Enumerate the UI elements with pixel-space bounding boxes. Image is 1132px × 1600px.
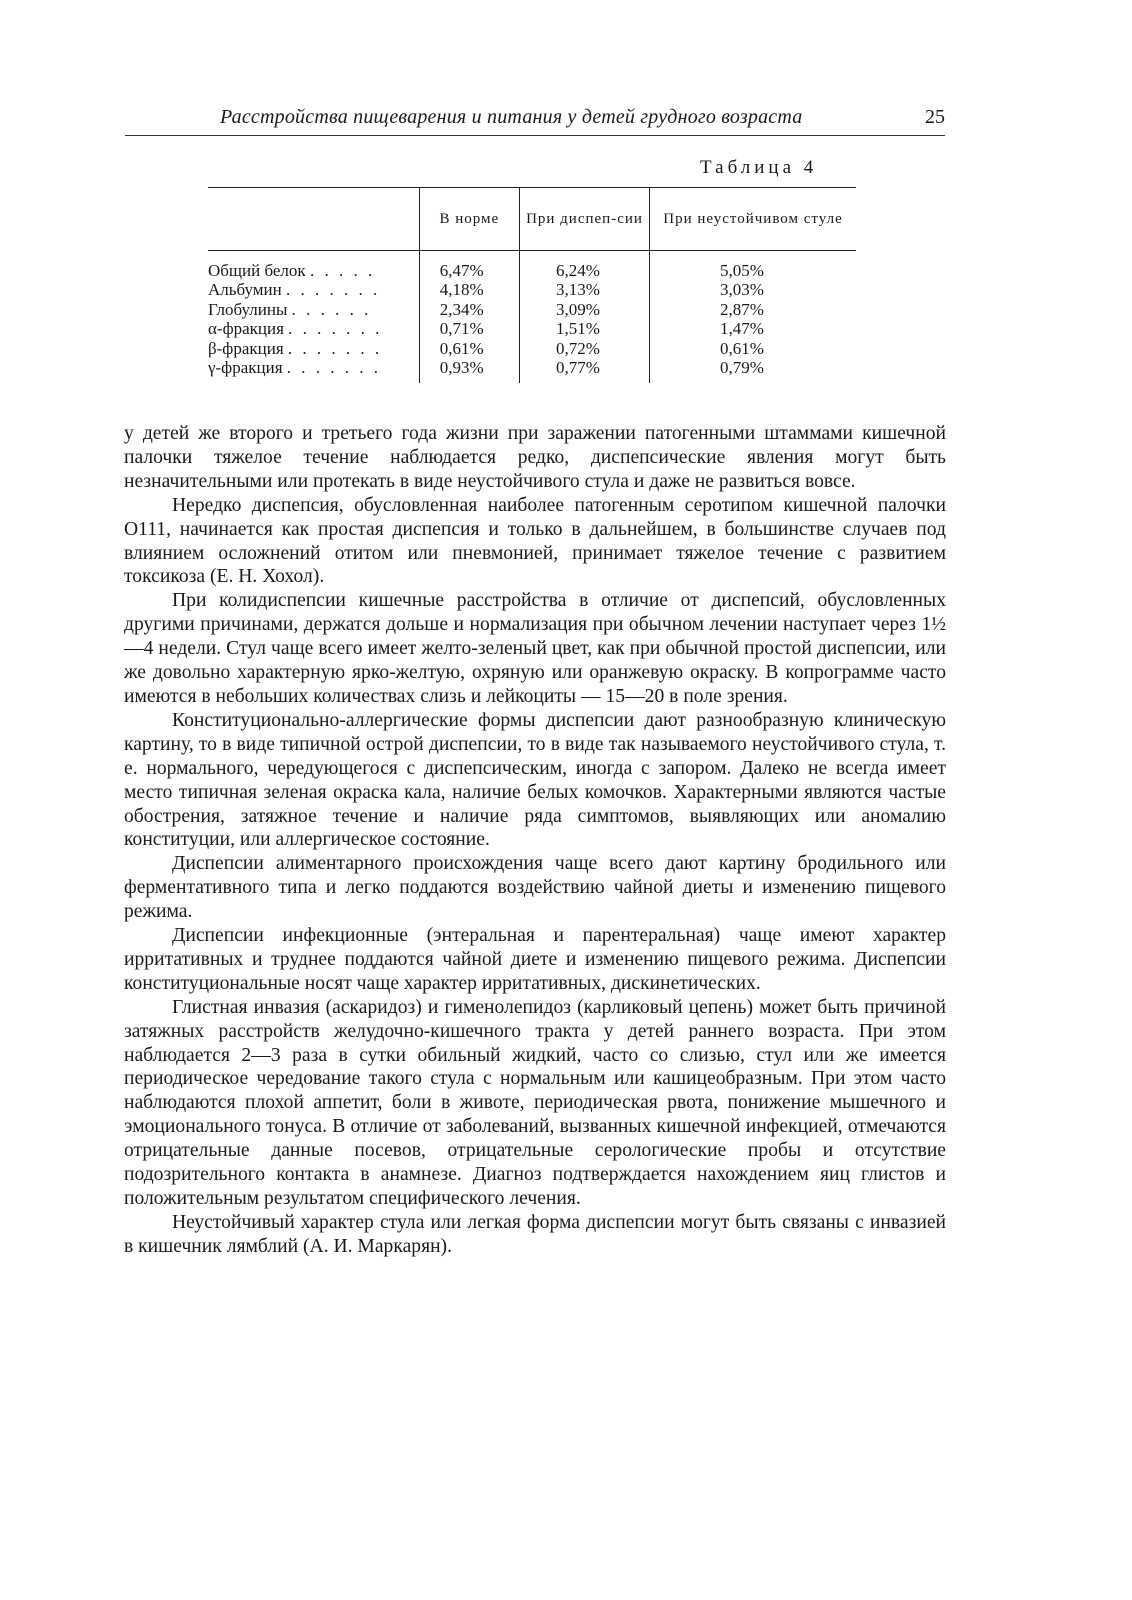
cell-norm: 6,47% — [419, 251, 519, 281]
cell-dyspepsia: 1,51% — [519, 319, 649, 338]
paragraph: Глистная инвазия (аскаридоз) и гименолепидоз (карликовый цепень) может быть причиной затяжных расстройств желудочно-кишечного тракта у детей раннего возраста. При этом наблюдается 2—3 раза в сутки обильный жидкий, часто со слизью, стул или же имеется периодическое чередование такого стула с нормальным или кашицеобразным. При этом часто наблюдаются плохой аппетит, боли в животе, периодическая рвота, понижение мышечного и эмоционального тонуса. В отличие от заболеваний, вызванных кишечной инфекцией, отмечаются отрицательные данные посевов, отрицательные серологические пробы и отсутствие подозрительного контакта в анамнезе. Диагноз подтверждается нахождением яиц глистов и положительным результатом специфического лечения. — [124, 996, 946, 1209]
cell-unstable: 2,87% — [650, 300, 856, 319]
cell-dyspepsia: 3,09% — [519, 300, 649, 319]
row-label: β-фракция . . . . . . . — [208, 338, 383, 358]
table-row — [208, 358, 856, 383]
cell-norm: 0,61% — [419, 339, 519, 358]
cell-unstable: 0,61% — [650, 339, 856, 358]
row-label: α-фракция . . . . . . . — [208, 319, 383, 339]
cell-norm: 2,34% — [419, 300, 519, 319]
paragraph: Нередко диспепсия, обусловленная наиболее патогенным серотипом кишечной палочки О111, начинается как простая диспепсия и только в дальнейшем, в большинстве случаев под влиянием осложнений отитом или пневмонией, принимает тяжелое течение с развитием токсикоза (Е. Н. Хохол). — [124, 494, 946, 588]
cell-unstable: 0,79% — [650, 358, 856, 383]
body-text — [124, 422, 946, 1259]
page-number: 25 — [925, 106, 945, 128]
cell-unstable: 1,47% — [650, 319, 856, 338]
row-label: Альбумин . . . . . . . — [208, 280, 381, 300]
table-row — [208, 339, 856, 358]
row-label: Общий белок . . . . . — [208, 261, 376, 280]
paragraph-continued: у детей же второго и третьего года жизни при заражении патогенными штаммами кишечной палочки тяжелое течение наблюдается редко, диспепсические явления могут быть незначительными или протекать в виде неустойчивого стула и даже не развиться вовсе. — [124, 423, 946, 492]
paragraph: Диспепсии инфекционные (энтеральная и парентеральная) чаще имеют характер ирритативных и труднее поддаются чайной диете и изменению пищевого режима. Диспепсии конституциональные носят чаще характер ирритативных, дискинетических. — [124, 925, 946, 994]
cell-norm: 0,71% — [419, 319, 519, 338]
cell-dyspepsia: 0,72% — [519, 339, 649, 358]
table-row — [208, 319, 856, 338]
row-label: γ-фракция . . . . . . . — [208, 358, 382, 378]
cell-unstable: 5,05% — [650, 251, 856, 281]
table-header-norm: В норме — [419, 188, 519, 251]
table-row — [208, 251, 856, 281]
running-title: Расстройства пищеварения и питания у детей грудного возраста — [220, 106, 803, 128]
table-row — [208, 300, 856, 319]
paragraph: При колидиспепсии кишечные расстройства в отличие от диспепсий, обусловленных другими причинами, держатся дольше и нормализация при обычном лечении наступает через 1½—4 недели. Стул чаще всего имеет желто-зеленый цвет, как при обычной простой диспепсии, или же довольно характерную ярко-желтую, охряную или оранжевую окраску. В копрограмме часто имеются в небольших количествах слизь и лейкоциты — 15—20 в поле зрения. — [124, 590, 946, 707]
paragraph: Конституционально-аллергические формы диспепсии дают разнообразную клиническую картину, то в виде типичной острой диспепсии, то в виде так называемого неустойчивого стула, т. е. нормального, чередующегося с диспепсическим, иногда с запором. Далеко не всегда имеет место типичная зеленая окраска кала, наличие белых комочков. Характерными являются частые обострения, затяжное течение и наличие ряда симптомов, выявляющих или аномалию конституции, или аллергическое состояние. — [124, 709, 946, 851]
table-header-unstable-stool: При неустойчивом стуле — [650, 188, 856, 251]
table-header-dyspepsia: При диспеп-сии — [519, 188, 649, 251]
table-caption: Таблица 4 — [700, 157, 818, 178]
paragraph: Диспепсии алиментарного происхождения чаще всего дают картину бродильного или ферментативного типа и легко поддаются воздействию чайной диеты и изменению пищевого режима. — [124, 853, 946, 923]
cell-dyspepsia: 6,24% — [519, 251, 649, 281]
cell-norm: 4,18% — [419, 280, 519, 299]
cell-norm: 0,93% — [419, 358, 519, 383]
table-header-empty — [208, 188, 419, 251]
page-header — [125, 106, 945, 136]
row-label: Глобулины . . . . . . — [208, 299, 372, 319]
header-rule — [125, 135, 945, 136]
cell-dyspepsia: 0,77% — [519, 358, 649, 383]
paragraph: Неустойчивый характер стула или легкая форма диспепсии могут быть связаны с инвазией в кишечник лямблий (А. И. Маркарян). — [124, 1211, 946, 1257]
cell-dyspepsia: 3,13% — [519, 280, 649, 299]
table-header-row — [208, 188, 856, 251]
cell-unstable: 3,03% — [650, 280, 856, 299]
table-row — [208, 280, 856, 299]
protein-fractions-table — [208, 187, 856, 383]
